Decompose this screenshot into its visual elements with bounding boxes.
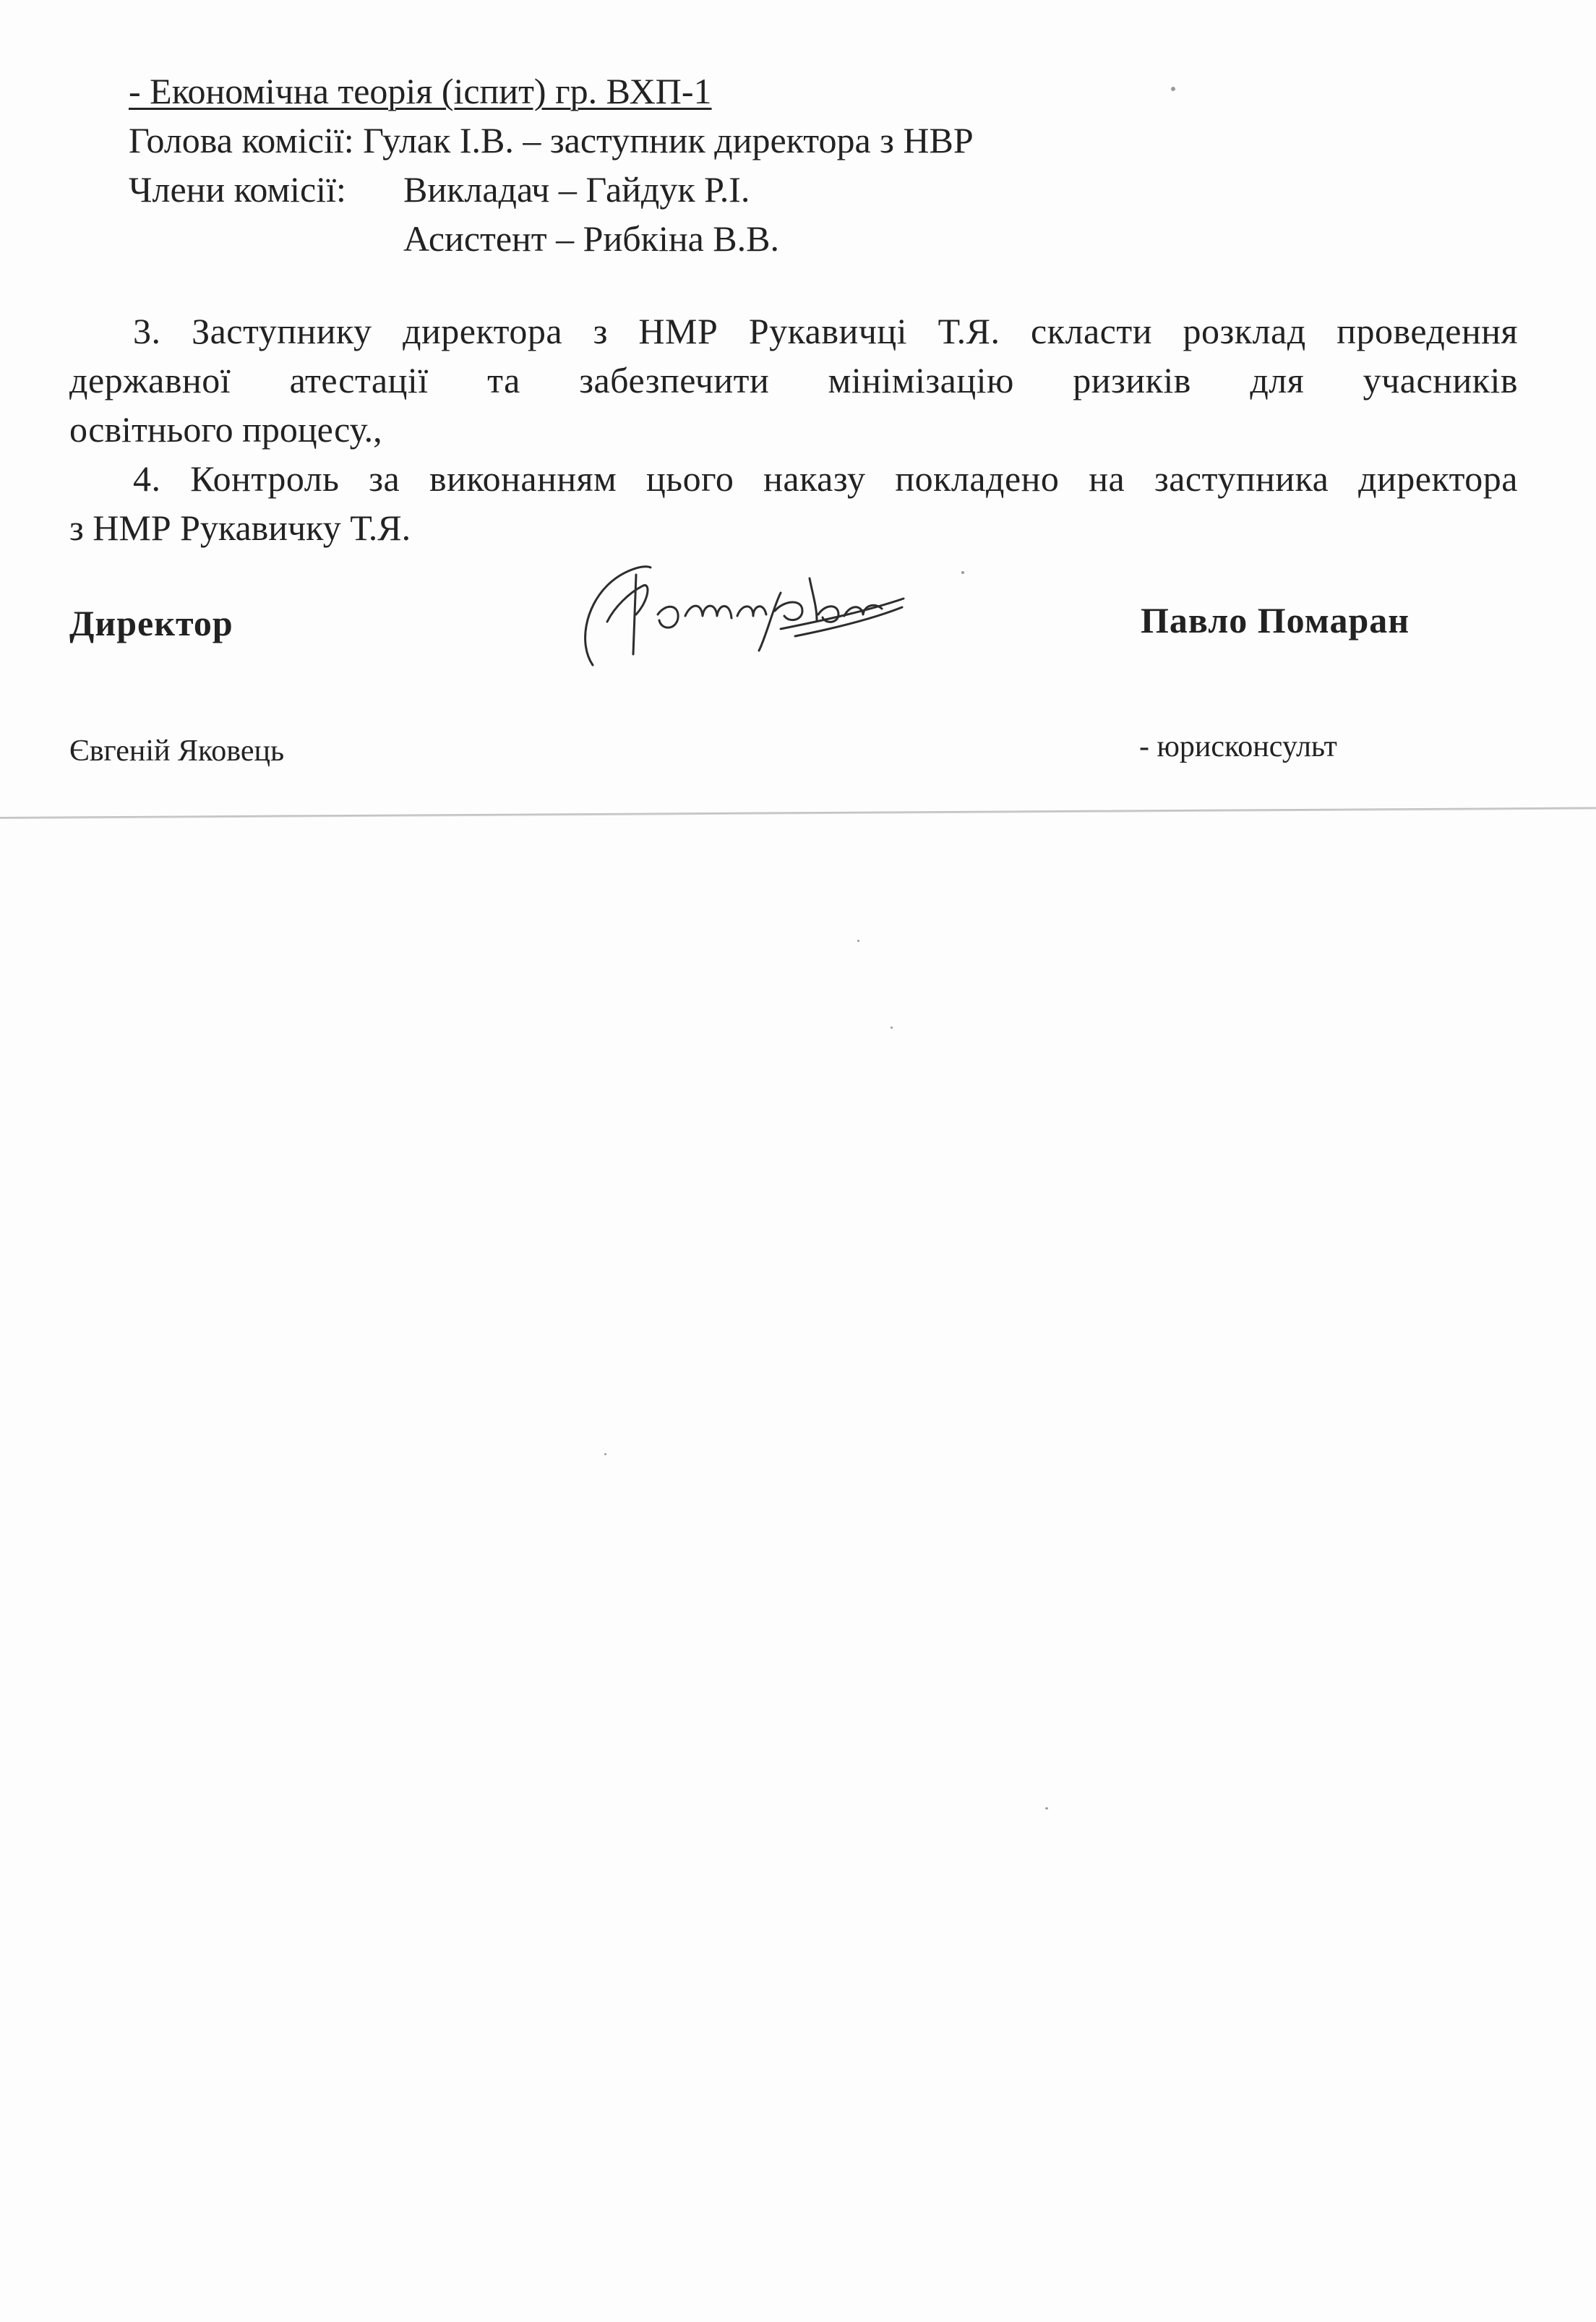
scan-speck: [1171, 87, 1175, 91]
approver-role: - юрисконсульт: [1139, 730, 1337, 763]
item-3-line-1: 3. Заступнику директора з НМР Рукавичці Т.Я. скласти розклад проведення: [133, 311, 1518, 351]
commission-member-2: Асистент – Рибкіна В.В.: [403, 218, 779, 259]
item-4-line-2: з НМР Рукавичку Т.Я.: [69, 507, 411, 548]
item-4-line-1: 4. Контроль за виконанням цього наказу покладено на заступника директора: [133, 458, 1518, 499]
page-fold-divider: [0, 807, 1596, 819]
item-3-line-3: освітнього процесу.,: [69, 409, 382, 450]
scan-speck: [857, 940, 859, 942]
scan-speck: [1045, 1807, 1048, 1809]
commission-chair: Голова комісії: Гулак І.В. – заступник директора з НВР: [129, 120, 974, 160]
director-signature: [564, 535, 911, 680]
scan-speck: [604, 1453, 606, 1455]
scan-speck: [961, 571, 964, 574]
director-title: Директор: [69, 603, 233, 643]
commission-member-1: Викладач – Гайдук Р.І.: [403, 169, 750, 210]
commission-members-label: Члени комісії:: [129, 169, 346, 210]
scan-speck: [891, 1027, 893, 1029]
commission-subject: - Економічна теорія (іспит) гр. ВХП-1: [129, 71, 712, 111]
item-3-line-2: державної атестації та забезпечити мінімізацію ризиків для учасників: [69, 360, 1518, 400]
director-name: Павло Помаран: [1141, 600, 1410, 641]
approver-name: Євгеній Яковець: [69, 734, 285, 768]
